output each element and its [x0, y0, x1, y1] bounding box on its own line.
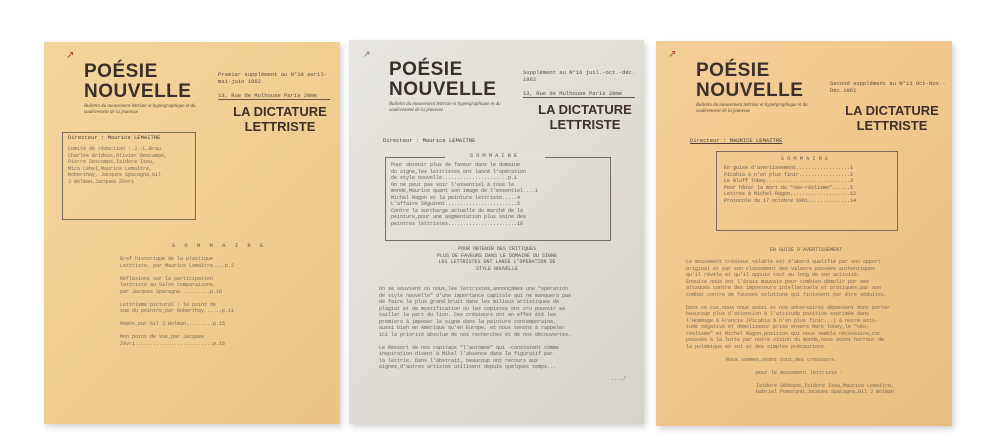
toc-title: S O M M A I R E: [171, 242, 267, 249]
heading-line: STYLE NOUVELLE: [475, 265, 518, 272]
toc-item: Lettrisme pictural : le point de: [120, 301, 217, 308]
body-line: Nous sommes,avant tout,des créateurs.: [726, 356, 838, 363]
body-line: de style nouvelle" d'une importance capitale qui ne manquera pas: [379, 292, 572, 299]
red-ink-mark: ↗: [66, 50, 75, 61]
body-line: réalisme" et Michel Ragon,position qui nous semble nécessaire,car: [686, 330, 882, 337]
masthead-line1: POÉSIE: [696, 60, 770, 81]
body-line: On se souvient où nous,les lettristes,annonçâmes une "opération: [379, 286, 569, 292]
toc-item: Pour obtenir plus de faveur dans le domaine: [391, 162, 521, 168]
committee-line: Mica Lebel,Maurice Lemaître,: [68, 165, 153, 172]
body-line: tailler la part du lion. Ces créateurs ont en effet été les: [379, 312, 557, 318]
bulletin-cover-2: [349, 40, 644, 424]
toc-item: Bref historique de la plastique: [120, 256, 214, 262]
body-line: Gabriel Pomerand,Jacques Spacagna,Gil J Wolman: [756, 389, 895, 395]
body-line: tude négative et démolisseur prise envers Mark Tobey,le "néo-: [686, 324, 870, 330]
body-line: Ensuite nous ont l'étais mauvais pour combien démolir par ses: [686, 278, 870, 285]
committee-line: Pierre Descamps,Isidore Isou,: [68, 159, 156, 165]
toc-item: lettriste au Salon Comparaisons,: [120, 282, 217, 288]
toc-item: par Jacques Spacagna..........p.10: [120, 288, 223, 295]
headline: [834, 103, 950, 133]
red-ink-mark: ↗: [668, 49, 677, 60]
body-line: la lettrie. Dans l'abstrait, beaucoup ont recours aux: [379, 357, 539, 364]
headline-line2: LETTRISTE: [549, 117, 621, 132]
masthead: [696, 61, 803, 101]
body-line: Le Ressort de nos capitaux "l'automne" qui -constatent comme: [379, 344, 560, 351]
heading-line: PLUS DE FAVEURS DANS LE DOMAINE DU SIGNE: [436, 252, 558, 259]
toc-title: SOMMAIRE: [780, 155, 832, 162]
body-line: Dans ce cas,nous nous aussi et nos adversaires dépensent donc porter: [686, 304, 891, 311]
table-of-contents: [120, 256, 320, 347]
toc-item: Mon point de vue,par Jacques: [120, 334, 205, 340]
committee-line: J Wolman,Jacques Zévri: [68, 178, 135, 185]
toc-item: de style nouvelle......................p.1: [391, 175, 518, 181]
bulletin-cover-3: [656, 41, 952, 426]
pencil-mark: ↗: [363, 50, 371, 60]
address: 13, Rue de Mulhouse Paris 2ème: [218, 92, 330, 100]
toc-item: Picabia à n'en plus finir.................2: [724, 171, 854, 178]
headline-line2: LETTRISTE: [244, 119, 316, 134]
toc-item: L'affaire Séguinot........................5: [391, 201, 521, 207]
body-line: Le mouvement créateur valable est d'abord qualifié par son apport: [686, 259, 882, 265]
body-line: combat contre de fausses solutions qui finissent par être séduites.: [686, 291, 888, 298]
body-line: la polémique en soi et des simples précautions.: [686, 343, 828, 350]
director-line: Directeur : Maurice LEMAITRE: [68, 134, 161, 141]
toc-item: En guise d'avertissement..................1: [724, 165, 854, 171]
body-line: poussés à la lutte par notre vision du monde,nous avons horreur de: [686, 337, 885, 343]
article-heading: [389, 246, 605, 272]
article-heading: EN GUISE D'AVERTISSEMENT: [769, 247, 842, 253]
body-line: plagiat et de mystification où les copistes ont cru pouvoir se: [379, 305, 566, 312]
toc-item: Pour hâter la mort du "néo-réalisme"......5: [724, 184, 854, 191]
headline-line1: LA DICTATURE: [233, 104, 327, 119]
bulletin-subtitle: Bulletin du mouvement lettriste et hypergraphique et du soulèvement de la jeunesse: [389, 102, 501, 113]
headline: [222, 104, 338, 134]
director-line: Directeur : Maurice LEMAITRE: [383, 137, 476, 144]
bulletin-subtitle: Bulletin du mouvement lettriste et hypergraphique et du soulèvement de la jeunesse: [696, 103, 808, 114]
committee-list: [68, 146, 192, 185]
toc-item: Michel Ragon et la peinture lettriste.....4: [391, 194, 521, 201]
table-of-contents: [391, 162, 603, 227]
masthead-line2: NOUVELLE: [389, 79, 497, 100]
toc-item: Lettres à Michel Ragon....................12: [724, 191, 857, 197]
toc-item: peinture,pour une augmentation plus saine des: [391, 214, 527, 220]
headline-line1: LA DICTATURE: [845, 103, 939, 118]
issue-info: Supplément au N°16 juil.-oct.-déc. 1962: [523, 69, 636, 83]
bulletin-subtitle: Bulletin du mouvement lettriste et hypergraphique et du soulèvement de la jeunesse: [84, 104, 196, 115]
body-line: qu'il révèle et qu'il appuie tout au long de son activité.: [686, 272, 861, 278]
director-line: Directeur : MAURICE LEMAITRE: [690, 137, 783, 144]
heading-line: POUR OBTENIR DES CRITIQUES: [457, 246, 536, 252]
committee-line: Roberthay, Jacques Spacagna,Gil: [68, 172, 162, 178]
toc-item: Le Bluff Tobey............................3: [724, 178, 854, 184]
toc-item: Protocole du 17 octobre 1961..............14: [724, 197, 857, 204]
masthead: [84, 62, 191, 102]
toc-item: Zévri..........................p.16: [120, 340, 226, 347]
heading-line: LES LETTRISTES ONT LANCE L'OPERATION DE: [438, 259, 556, 265]
body-line: Isidore Sébbane,Isidore Isou,Maurice Lemaître,: [756, 382, 895, 389]
toc-item: Mémos,par Gil J Wolman.........p.15: [120, 321, 226, 327]
article-body: [686, 259, 930, 396]
body-line: ici la priorité absolue de nos recherches et de nos découvertes.: [379, 331, 572, 338]
toc-item: On ne peut pas voir l'essentiel à tous le: [391, 181, 515, 188]
headline-line1: LA DICTATURE: [538, 102, 632, 117]
body-line: attaques contre des imposteurs intellectuels et pratiques,par son: [686, 285, 882, 291]
body-line: premiers à imposer le signe dans la peinture contemporaine,: [379, 318, 557, 325]
body-line: original et par son classement des valeurs passées authentiques: [686, 265, 876, 272]
toc-item: vue du peintre,par Roberthay......p.11: [120, 308, 235, 314]
toc-title: SOMMAIRE: [445, 152, 545, 159]
committee-line: Comité de rédaction : J.-L.Brau: [68, 146, 162, 152]
body-line: inspiration-disent à Mikel l'absence dans le figuratif par: [379, 351, 554, 357]
body-line: pour le mouvement lettriste :: [756, 369, 844, 376]
toc-item: monde,Maurice quant son image de l'essentiel....1: [391, 188, 539, 194]
issue-info: Second supplément au N°13 Oct-Nov.-Déc.1961: [830, 80, 946, 94]
toc-item: Lettriste, par Maurice Lemaître....p.2: [120, 262, 235, 269]
masthead: [389, 60, 496, 100]
committee-line: Charles Bridoux,Olivier Descamps,: [68, 152, 168, 159]
toc-item: Contre la surcharge actuelle du marché de la: [391, 207, 524, 214]
bulletin-cover-1: [44, 42, 340, 424]
body-line: signes,d'autres artistes utilisent depuis quelques temps...: [379, 364, 557, 370]
headline: [527, 102, 643, 132]
address: 13, Rue de Mulhouse Paris 2ème: [523, 90, 635, 98]
body-line: l'Hommage à Francis (Picabia à n'en plus finir...) à notre atti-: [686, 317, 879, 324]
body-line: de faire le plus grand bruit dans les milieux artistiques de: [379, 299, 560, 305]
article-body: [379, 286, 619, 371]
toc-item: Réflexions sur la participation: [120, 275, 214, 282]
continued-mark: ..../: [611, 376, 627, 382]
masthead-line2: NOUVELLE: [696, 80, 804, 101]
body-line: beaucoup plus d'attention à l'attitude positive exprimée dans: [686, 311, 870, 317]
headline-line2: LETTRISTE: [856, 118, 928, 133]
body-line: aussi bien en Amérique qu'en Europe, et nous tenons à rappeler: [379, 325, 566, 331]
masthead-line1: POÉSIE: [389, 59, 463, 80]
issue-info: Premier supplément au N°10 avril-mai-juin 1962: [218, 71, 327, 85]
masthead-line2: NOUVELLE: [84, 81, 192, 102]
masthead-line1: POÉSIE: [84, 61, 158, 82]
toc-item: peintres lettristes.......................10: [391, 220, 524, 227]
table-of-contents: [724, 165, 892, 204]
toc-item: du signe,les lettristes ont lancé l'opération: [391, 168, 527, 175]
